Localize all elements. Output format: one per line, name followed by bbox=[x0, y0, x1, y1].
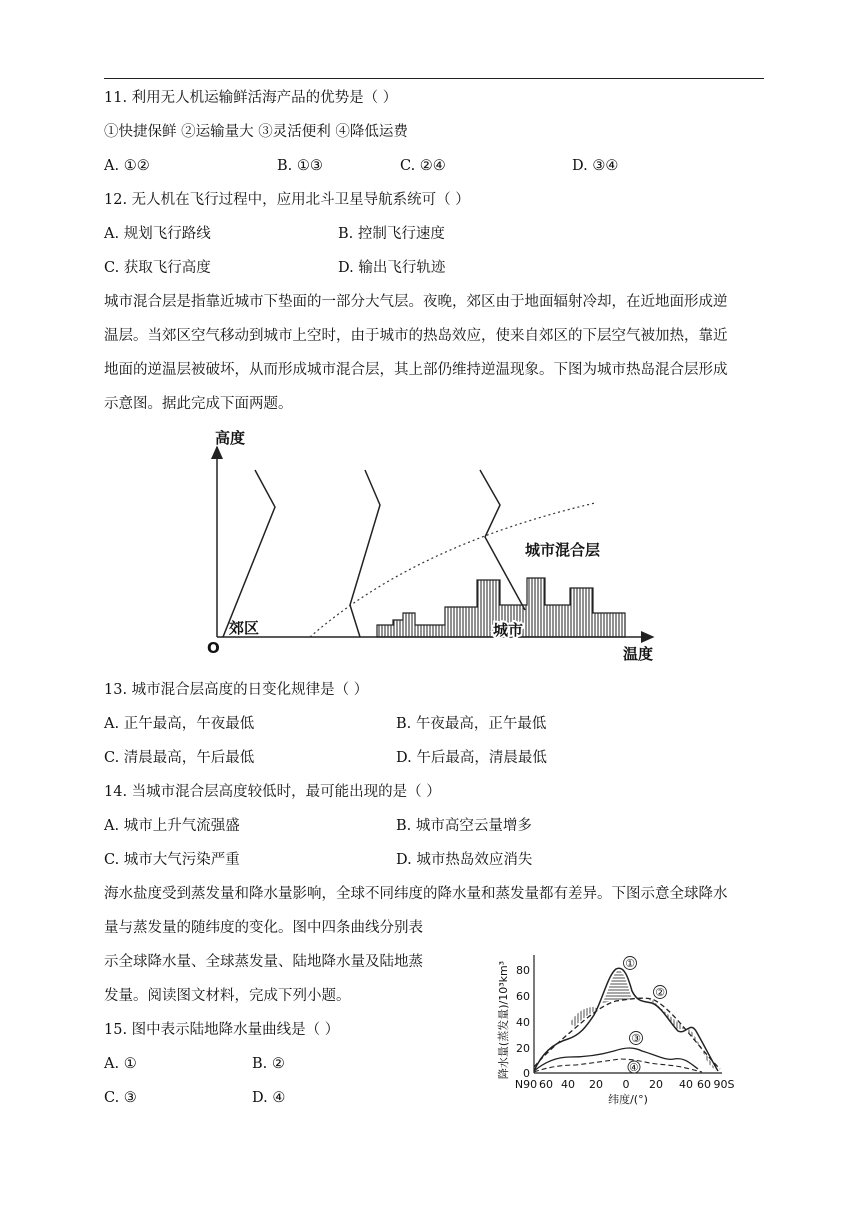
q13-option-c[interactable]: C. 清晨最高，午后最低 bbox=[104, 750, 255, 766]
curve-label-3 bbox=[630, 1032, 643, 1046]
passage2-line: 示全球降水量、全球蒸发量、陆地降水量及陆地蒸 bbox=[104, 954, 423, 970]
q15-option-c[interactable]: C. ③ bbox=[104, 1090, 137, 1106]
y-tick: 0 bbox=[523, 1067, 530, 1080]
curve-label-3-text: ③ bbox=[631, 1032, 641, 1045]
q11-option-c[interactable]: C. ②④ bbox=[400, 158, 446, 174]
q12-option-c[interactable]: C. 获取飞行高度 bbox=[104, 260, 211, 276]
q12-option-d[interactable]: D. 输出飞行轨迹 bbox=[338, 260, 446, 276]
x-tick: 90S bbox=[713, 1078, 735, 1091]
x-tick: 40 bbox=[679, 1078, 693, 1091]
x-axis-label: 温度 bbox=[623, 645, 654, 663]
passage2-line: 发量。阅读图文材料，完成下列小题。 bbox=[104, 988, 351, 1004]
transition-temperature-profile bbox=[350, 470, 380, 637]
mixing-layer-label: 城市混合层 bbox=[525, 541, 601, 559]
passage1-line: 城市混合层是指靠近城市下垫面的一部分大气层。夜晚，郊区由于地面辐射冷却，在近地面形成逆 bbox=[104, 294, 728, 310]
x-tick: 60 bbox=[697, 1078, 711, 1091]
y-tick-labels bbox=[516, 964, 530, 1080]
q12-stem: 12. 无人机在飞行过程中，应用北斗卫星导航系统可（ ） bbox=[104, 192, 470, 208]
curve-label-4-text: ④ bbox=[629, 1062, 639, 1074]
q14-stem: 14. 当城市混合层高度较低时，最可能出现的是（ ） bbox=[104, 784, 441, 800]
x-tick: N90 bbox=[514, 1078, 538, 1091]
curve-label-4 bbox=[628, 1061, 640, 1074]
y-tick: 80 bbox=[516, 964, 530, 977]
suburb-label: 郊区 bbox=[229, 619, 260, 637]
curve-4-line bbox=[534, 1059, 702, 1072]
curve-label-2 bbox=[654, 986, 667, 1000]
q14-option-a[interactable]: A. 城市上升气流强盛 bbox=[104, 818, 240, 834]
q14-option-d[interactable]: D. 城市热岛效应消失 bbox=[396, 852, 533, 868]
x-tick: 0 bbox=[622, 1078, 630, 1091]
q15-option-b[interactable]: B. ② bbox=[252, 1056, 285, 1072]
q15-option-a[interactable]: A. ① bbox=[104, 1056, 137, 1072]
x-axis-label: 纬度/(°) bbox=[608, 1093, 648, 1106]
q11-option-b[interactable]: B. ①③ bbox=[277, 158, 323, 174]
q12-option-a[interactable]: A. 规划飞行路线 bbox=[104, 226, 211, 242]
q11-choices: ①快捷保鲜 ②运输量大 ③灵活便利 ④降低运费 bbox=[104, 124, 408, 140]
q13-option-a[interactable]: A. 正午最高，午夜最低 bbox=[104, 716, 255, 732]
passage1-line: 示意图。据此完成下面两题。 bbox=[104, 396, 293, 412]
passage2-line: 量与蒸发量的随纬度的变化。图中四条曲线分别表 bbox=[104, 920, 423, 936]
passage1-line: 温层。当郊区空气移动到城市上空时，由于城市的热岛效应，使来自郊区的下层空气被加热，靠近 bbox=[104, 328, 728, 344]
header-rule bbox=[104, 78, 764, 79]
x-tick-labels bbox=[515, 1078, 735, 1091]
curve-label-1 bbox=[624, 957, 637, 971]
q12-option-b[interactable]: B. 控制飞行速度 bbox=[338, 226, 445, 242]
north-hatched-region bbox=[570, 1007, 598, 1027]
x-tick: 40 bbox=[561, 1078, 575, 1091]
x-tick: 60 bbox=[539, 1078, 553, 1091]
urban-mixing-layer-diagram bbox=[195, 425, 670, 665]
q14-option-c[interactable]: C. 城市大气污染严重 bbox=[104, 852, 240, 868]
curve-label-2-text: ② bbox=[655, 986, 665, 999]
q13-stem: 13. 城市混合层高度的日变化规律是（ ） bbox=[104, 682, 369, 698]
q13-option-b[interactable]: B. 午夜最高，正午最低 bbox=[396, 716, 547, 732]
x-tick: 20 bbox=[649, 1078, 663, 1091]
y-tick: 20 bbox=[516, 1042, 530, 1055]
precipitation-evaporation-chart bbox=[490, 935, 745, 1110]
city-label: 城市 bbox=[493, 621, 524, 639]
q11-option-a[interactable]: A. ①② bbox=[104, 158, 150, 174]
passage1-line: 地面的逆温层被破坏，从而形成城市混合层，其上部仍维持逆温现象。下图为城市热岛混合层形成 bbox=[104, 362, 728, 378]
q13-option-d[interactable]: D. 午后最高，清晨最低 bbox=[396, 750, 547, 766]
q11-stem: 11. 利用无人机运输鲜活海产品的优势是（ ） bbox=[104, 90, 398, 106]
suburb-temperature-profile bbox=[223, 470, 275, 637]
passage2-line: 海水盐度受到蒸发量和降水量影响，全球不同纬度的降水量和蒸发量都有差异。下图示意全球降水 bbox=[104, 886, 728, 902]
origin-label: O bbox=[207, 639, 220, 657]
q14-option-b[interactable]: B. 城市高空云量增多 bbox=[396, 818, 532, 834]
y-tick: 40 bbox=[516, 1016, 530, 1029]
y-axis-label: 降水量(蒸发量)/10³km³ bbox=[497, 960, 510, 1080]
curve-label-1-text: ① bbox=[625, 957, 635, 970]
q15-stem: 15. 图中表示陆地降水量曲线是（ ） bbox=[104, 1022, 340, 1038]
y-axis-label: 高度 bbox=[215, 429, 246, 447]
y-tick: 60 bbox=[516, 990, 530, 1003]
q15-option-d[interactable]: D. ④ bbox=[252, 1090, 286, 1106]
q11-option-d[interactable]: D. ③④ bbox=[572, 158, 619, 174]
x-tick: 20 bbox=[589, 1078, 603, 1091]
